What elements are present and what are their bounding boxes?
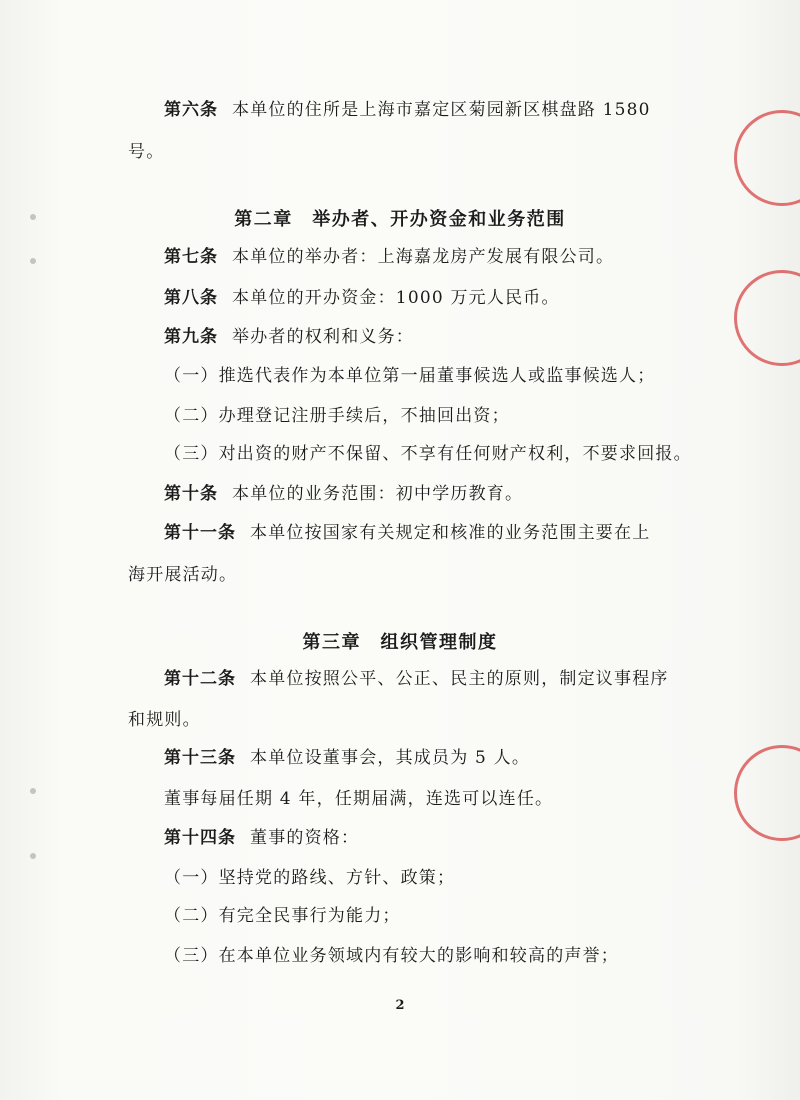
article-8: 第八条 本单位的开办资金：1000 万元人民币。 bbox=[164, 288, 560, 308]
article-13: 第十三条 本单位设董事会，其成员为 5 人。 bbox=[164, 748, 531, 768]
binding-hole bbox=[30, 788, 36, 794]
article-12-cont: 和规则。 bbox=[128, 710, 201, 730]
chapter-2-title: 第二章 举办者、开办资金和业务范围 bbox=[234, 209, 566, 230]
article-14-item-2: （二）有完全民事行为能力； bbox=[164, 906, 401, 926]
article-9-item-3: （三）对出资的财产不保留、不享有任何财产权利，不要求回报。 bbox=[164, 444, 692, 464]
article-9-item-2: （二）办理登记注册手续后，不抽回出资； bbox=[164, 406, 510, 426]
chapter-3-title: 第三章 组织管理制度 bbox=[302, 632, 498, 653]
article-6-cont: 号。 bbox=[128, 142, 165, 162]
article-14-item-3: （三）在本单位业务领域内有较大的影响和较高的声誉； bbox=[164, 946, 619, 966]
red-seal-stamp bbox=[734, 270, 800, 366]
article-11-cont: 海开展活动。 bbox=[128, 565, 238, 585]
binding-hole bbox=[30, 853, 36, 859]
article-13-note: 董事每届任期 4 年，任期届满，连选可以连任。 bbox=[164, 789, 554, 809]
article-7: 第七条 本单位的举办者：上海嘉龙房产发展有限公司。 bbox=[164, 247, 615, 267]
article-14-item-1: （一）坚持党的路线、方针、政策； bbox=[164, 868, 456, 888]
page-number: 2 bbox=[395, 998, 405, 1013]
article-11: 第十一条 本单位按国家有关规定和核准的业务范围主要在上 bbox=[164, 523, 651, 543]
article-14: 第十四条 董事的资格： bbox=[164, 828, 360, 848]
article-6: 第六条 本单位的住所是上海市嘉定区菊园新区棋盘路 1580 bbox=[164, 100, 651, 120]
red-seal-stamp bbox=[734, 745, 800, 841]
article-9: 第九条 举办者的权利和义务： bbox=[164, 327, 414, 347]
red-seal-stamp bbox=[734, 110, 800, 206]
article-9-item-1: （一）推选代表作为本单位第一届董事候选人或监事候选人； bbox=[164, 366, 656, 386]
article-12: 第十二条 本单位按照公平、公正、民主的原则，制定议事程序 bbox=[164, 669, 669, 689]
binding-hole bbox=[30, 258, 36, 264]
article-10: 第十条 本单位的业务范围：初中学历教育。 bbox=[164, 484, 524, 504]
